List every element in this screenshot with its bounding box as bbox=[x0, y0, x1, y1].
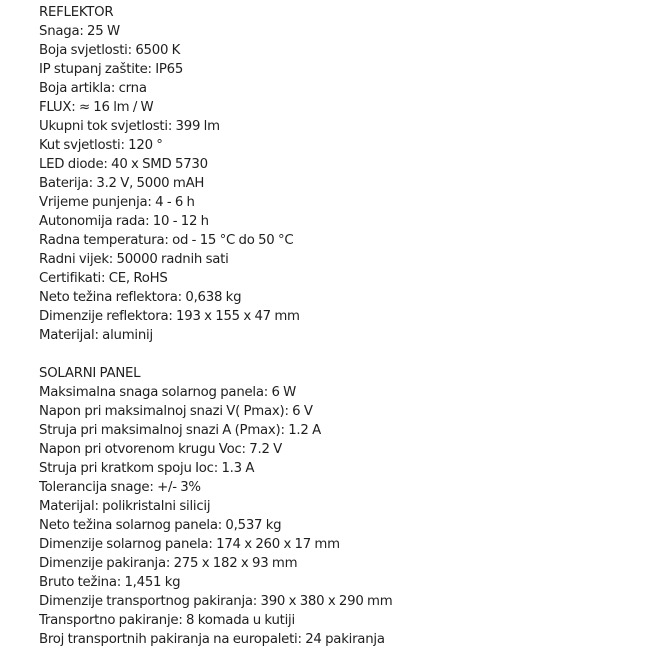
spec-line: Certifikati: CE, RoHS bbox=[39, 271, 168, 286]
spec-line: Dimenzije reflektora: 193 x 155 x 47 mm bbox=[39, 309, 300, 324]
spec-line: Napon pri otvorenom krugu Voc: 7.2 V bbox=[39, 442, 282, 457]
spec-line: Broj transportnih pakiranja na europaleti: 24 pakiranja bbox=[39, 632, 385, 647]
spec-line: Transportno pakiranje: 8 komada u kutiji bbox=[39, 613, 295, 628]
section-reflektor bbox=[39, 3, 659, 345]
spec-line: Vrijeme punjenja: 4 - 6 h bbox=[39, 195, 195, 210]
spec-line: Dimenzije transportnog pakiranja: 390 x 380 x 290 mm bbox=[39, 594, 393, 609]
spec-line: Neto težina reflektora: 0,638 kg bbox=[39, 290, 242, 305]
spec-line: Boja svjetlosti: 6500 K bbox=[39, 43, 181, 58]
spec-line: FLUX: ≈ 16 lm / W bbox=[39, 100, 154, 115]
spec-line: Dimenzije solarnog panela: 174 x 260 x 17 mm bbox=[39, 537, 340, 552]
spec-line: Dimenzije pakiranja: 275 x 182 x 93 mm bbox=[39, 556, 298, 571]
spec-line: Boja artikla: crna bbox=[39, 81, 147, 96]
spec-line: Neto težina solarnog panela: 0,537 kg bbox=[39, 518, 282, 533]
spec-line: IP stupanj zaštite: IP65 bbox=[39, 62, 184, 77]
spec-line: Tolerancija snage: +/- 3% bbox=[39, 480, 201, 495]
spec-line: Snaga: 25 W bbox=[39, 24, 120, 39]
spec-document bbox=[39, 3, 659, 649]
spec-line: Radna temperatura: od - 15 °C do 50 °C bbox=[39, 233, 294, 248]
spec-line: Autonomija rada: 10 - 12 h bbox=[39, 214, 209, 229]
spec-line: LED diode: 40 x SMD 5730 bbox=[39, 157, 208, 172]
spec-line: Materijal: polikristalni silicij bbox=[39, 499, 211, 514]
spec-line: Baterija: 3.2 V, 5000 mAH bbox=[39, 176, 205, 191]
spec-line: Maksimalna snaga solarnog panela: 6 W bbox=[39, 385, 297, 400]
section-heading: SOLARNI PANEL bbox=[39, 366, 141, 381]
spec-line: Materijal: aluminij bbox=[39, 328, 153, 343]
spec-line: Radni vijek: 50000 radnih sati bbox=[39, 252, 229, 267]
section-solarni-panel bbox=[39, 364, 659, 649]
spec-line: Napon pri maksimalnoj snazi V( Pmax): 6 V bbox=[39, 404, 313, 419]
spec-line: Struja pri kratkom spoju Ioc: 1.3 A bbox=[39, 461, 255, 476]
spec-line: Struja pri maksimalnoj snazi A (Pmax): 1.2 A bbox=[39, 423, 321, 438]
spec-line: Kut svjetlosti: 120 ° bbox=[39, 138, 163, 153]
spec-line: Ukupni tok svjetlosti: 399 lm bbox=[39, 119, 220, 134]
section-heading: REFLEKTOR bbox=[39, 5, 114, 20]
spec-line: Bruto težina: 1,451 kg bbox=[39, 575, 181, 590]
